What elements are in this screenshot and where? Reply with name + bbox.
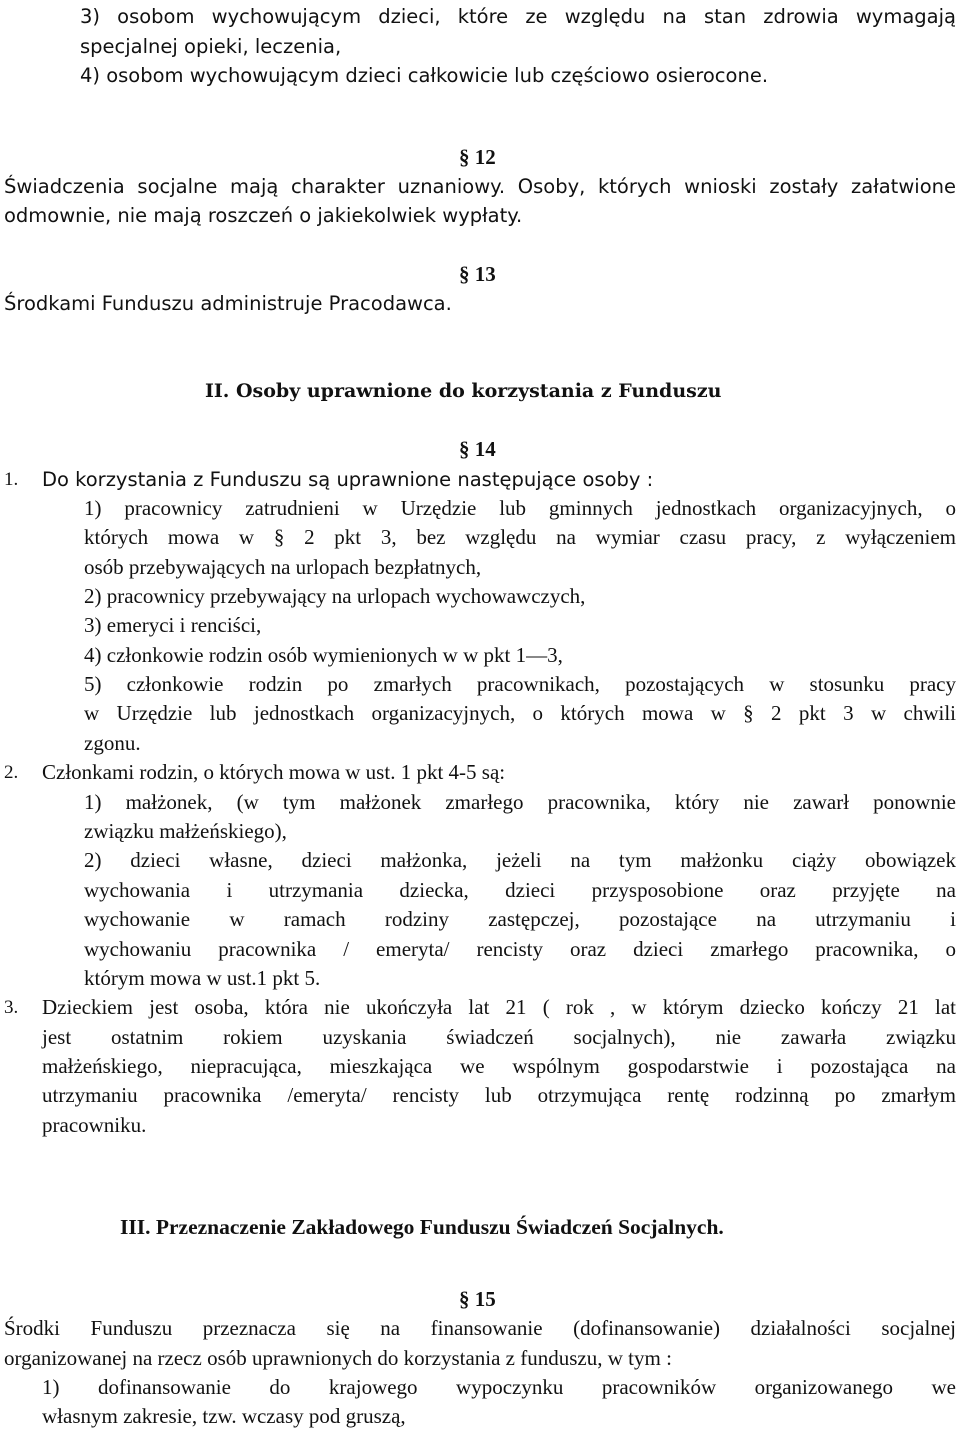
point-1-item-5-line-2: w Urzędzie lub jednostkach organizacyjnych, o których mowa w § 2 pkt 3 w chwili xyxy=(84,701,956,725)
section-mark-15: § 15 xyxy=(459,1287,496,1311)
point-2-item-2-line-4: wychowaniu pracownika / emeryta/ rencisty oraz dzieci zmarłego pracownika, o xyxy=(84,937,956,961)
paragraph-12-line-1: Świadczenia socjalne mają charakter uznaniowy. Osoby, których wnioski zostały załatwione xyxy=(4,175,956,198)
point-number-2: 2. xyxy=(4,762,19,783)
point-2-item-2-line-2: wychowania i utrzymania dziecka, dzieci przysposobione oraz przyjęte na xyxy=(84,878,956,902)
point-2-item-1-line-2: związku małżeńskiego), xyxy=(84,819,287,843)
paragraph-13-line-1: Środkami Funduszu administruje Pracodawca. xyxy=(4,292,452,315)
list-item-3-cont: specjalnej opieki, leczenia, xyxy=(80,35,342,58)
point-3-line-4: utrzymaniu pracownika /emeryta/ rencisty lub otrzymująca rentę rodzinną po zmarłym xyxy=(42,1083,956,1107)
point-2-item-2-line-5: którym mowa w ust.1 pkt 5. xyxy=(84,966,321,990)
section-mark-14: § 14 xyxy=(459,437,496,461)
point-2-item-1-line-1: 1) małżonek, (w tym małżonek zmarłego pracownika, który nie zawarł ponownie xyxy=(84,790,956,814)
paragraph-15-line-2: organizowanej na rzecz osób uprawnionych do korzystania z funduszu, w tym : xyxy=(4,1346,672,1370)
point-2-intro: Członkami rodzin, o których mowa w ust. 1 pkt 4-5 są: xyxy=(42,760,506,784)
point-3-line-3: małżeńskiego, niepracująca, mieszkająca we wspólnym gospodarstwie i pozostająca na xyxy=(42,1054,956,1078)
section-mark-12: § 12 xyxy=(459,145,496,169)
point-3-line-1: Dzieckiem jest osoba, która nie ukończyła lat 21 ( rok , w którym dziecko kończy 21 lat xyxy=(42,995,956,1019)
paragraph-15-line-1: Środki Funduszu przeznacza się na finansowanie (dofinansowanie) działalności socjalnej xyxy=(4,1316,956,1340)
point-1-item-1-line-2: których mowa w § 2 pkt 3, bez względu na wymiar czasu pracy, z wyłączeniem xyxy=(84,525,956,549)
list-item-4: 4) osobom wychowującym dzieci całkowicie lub częściowo osierocone. xyxy=(80,64,769,87)
point-1-item-3: 3) emeryci i renciści, xyxy=(84,613,262,637)
point-number-1: 1. xyxy=(4,469,19,490)
section-heading-iii: III. Przeznaczenie Zakładowego Funduszu Świadczeń Socjalnych. xyxy=(120,1215,724,1239)
point-1-item-5-line-1: 5) członkowie rodzin po zmarłych pracownikach, pozostających w stosunku pracy xyxy=(84,672,956,696)
point-1-item-4: 4) członkowie rodzin osób wymienionych w w pkt 1—3, xyxy=(84,643,563,667)
point-2-item-2-line-3: wychowanie w ramach rodziny zastępczej, pozostające na utrzymaniu i xyxy=(84,907,956,931)
paragraph-15-item-1-line-1: 1) dofinansowanie do krajowego wypoczynku pracowników organizowanego we xyxy=(42,1375,956,1399)
paragraph-15-item-1-line-2: własnym zakresie, tzw. wczasy pod gruszą, xyxy=(42,1404,406,1428)
list-item-3: 3) osobom wychowującym dzieci, które ze względu na stan zdrowia wymagają xyxy=(80,5,956,28)
point-3-line-2: jest ostatnim rokiem uzyskania świadczeń socjalnych), nie zawarła związku xyxy=(42,1025,956,1049)
point-1-intro: Do korzystania z Funduszu są uprawnione następujące osoby : xyxy=(42,468,654,491)
paragraph-12-line-2: odmownie, nie mają roszczeń o jakiekolwiek wypłaty. xyxy=(4,204,523,227)
section-mark-13: § 13 xyxy=(459,262,496,286)
point-number-3: 3. xyxy=(4,997,19,1018)
section-heading-ii: II. Osoby uprawnione do korzystania z Funduszu xyxy=(205,380,722,402)
point-1-item-5-line-3: zgonu. xyxy=(84,731,141,755)
point-3-line-5: pracowniku. xyxy=(42,1113,147,1137)
point-2-item-2-line-1: 2) dzieci własne, dzieci małżonka, jeżeli na tym małżonku ciąży obowiązek xyxy=(84,848,956,872)
point-1-item-2: 2) pracownicy przebywający na urlopach wychowawczych, xyxy=(84,584,586,608)
point-1-item-1-line-3: osób przebywających na urlopach bezpłatnych, xyxy=(84,555,482,579)
point-1-item-1-line-1: 1) pracownicy zatrudnieni w Urzędzie lub gminnych jednostkach organizacyjnych, o xyxy=(84,496,956,520)
